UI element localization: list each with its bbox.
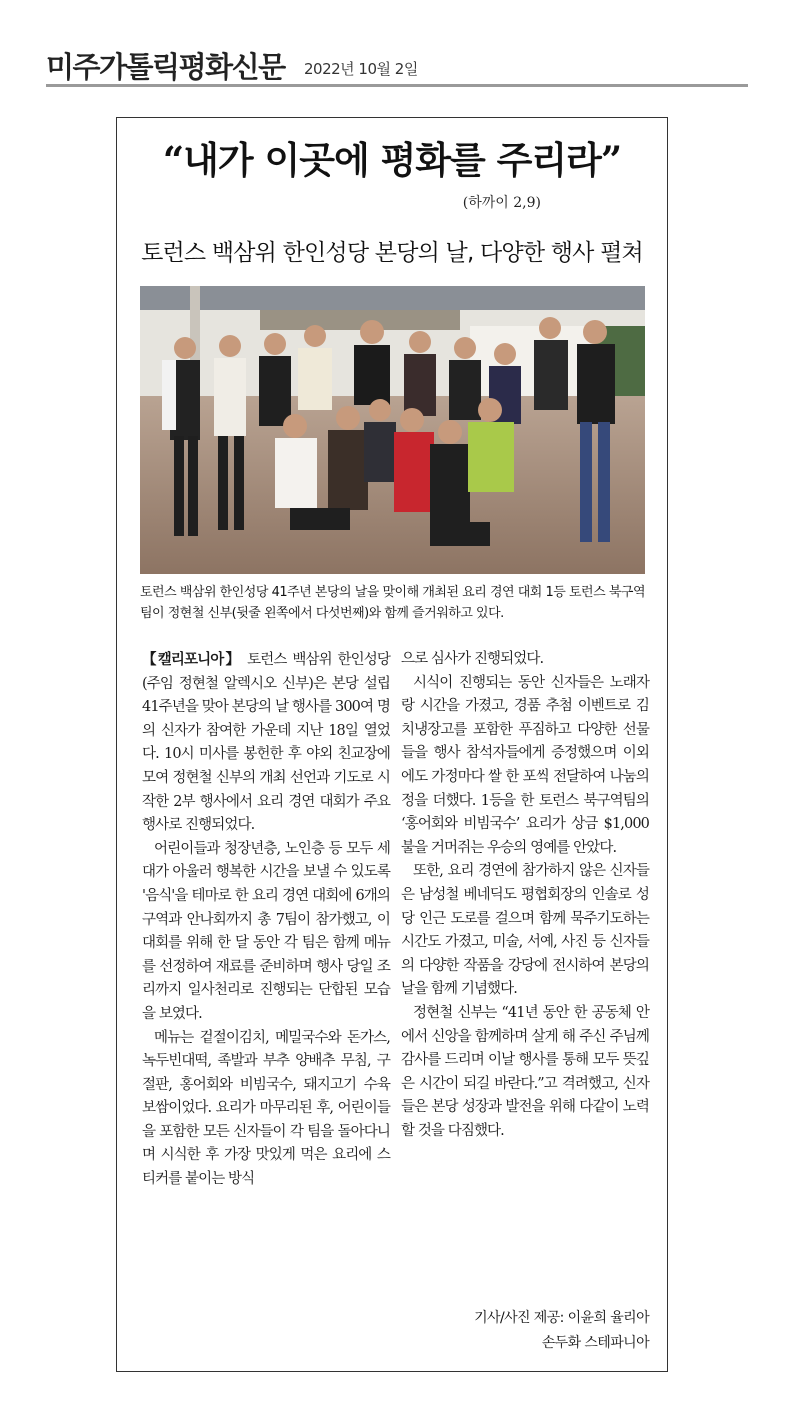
paragraph-2: 어린이들과 청장년층, 노인층 등 모두 세대가 아울러 행복한 시간을 보낼 수 있도록 '음식'을 테마로 한 요리 경연 대회에 6개의 구역과 안나회까지 총 7팀이 참가했고, 이 대회를 위해 한 달 동안 각 팀은 함께 메뉴를 선정하여 재료를 준비하며 행사 당일 조리까지 일사천리로 진행되는 단합된 모습을 보였다.	[142, 840, 390, 1022]
paragraph-6: 정현철 신부는 “41년 동안 한 공동체 안에서 신앙을 함께하며 살게 해 주신 주님께 감사를 드리며 이날 행사를 통해 모두 뜻깊은 시간이 되길 바란다.”고 격려했고, 신자들은 본당 성장과 발전을 위해 다같이 노력할 것을 다짐했다.	[401, 1004, 649, 1139]
headline: “내가 이곳에 평화를 주리라”	[162, 138, 622, 182]
paragraph-5: 또한, 요리 경연에 참가하지 않은 신자들은 남성철 베네딕도 평협회장의 인솔로 성당 인근 도로를 걸으며 함께 묵주기도하는 시간도 가졌고, 미술, 서예, 사진 등 신자들의 다양한 작품을 강당에 전시하여 본당의 날을 함께 기념했다.	[401, 863, 649, 998]
photo-caption: 토런스 백삼위 한인성당 41주년 본당의 날을 맞이해 개최된 요리 경연 대회 1등 토런스 북구역팀이 정현철 신부(뒷줄 왼쪽에서 다섯번째)와 함께 즐거워하고 있다.	[140, 585, 645, 621]
byline-credits	[401, 1306, 649, 1356]
credit-line-1: 기사/사진 제공: 이윤희 율리아	[474, 1310, 649, 1326]
scripture-citation: (하까이 2,9)	[462, 195, 541, 211]
publication-date: 2022년 10월 2일	[304, 60, 418, 78]
body-column-right	[401, 648, 649, 1143]
article-frame	[116, 117, 668, 1372]
group-photo	[140, 286, 645, 574]
paragraph-1-text: 토런스 백삼위 한인성당(주임 정현철 알렉시오 신부)은 본당 설립 41주년을 맞아 본당의 날 행사를 300여 명의 신자가 참여한 가운데 지난 18일 열었다. 10시 미사를 봉헌한 후 야외 친교장에 모여 정현철 신부의 개최 선언과 기도로 시작한 2부 행사에서 요리 경연 대회가 주요 행사로 진행되었다.	[142, 652, 390, 834]
body-column-left	[142, 648, 390, 1192]
group-photo-illustration	[140, 286, 645, 574]
subheadline: 토런스 백삼위 한인성당 본당의 날, 다양한 행사 펼쳐	[141, 240, 643, 266]
dateline: 【캘리포니아】	[142, 651, 242, 668]
paragraph-3-continued: 으로 심사가 진행되었다.	[401, 651, 544, 667]
paragraph-3: 메뉴는 겉절이김치, 메밀국수와 돈가스, 녹두빈대떡, 족발과 부추 양배추 무침, 구절판, 홍어회와 비빔국수, 돼지고기 수육 보쌈이었다. 요리가 마무리된 후, 어린이들을 포함한 모든 신자들이 각 팀을 돌아다니며 시식한 후 가장 맛있게 먹은 요리에 스티커를 붙이는 방식	[142, 1029, 390, 1188]
newspaper-name: 미주가톨릭평화신문	[46, 50, 285, 84]
masthead	[46, 50, 748, 86]
credit-line-2: 손두화 스테파니아	[541, 1335, 649, 1351]
paragraph-1	[142, 648, 390, 838]
masthead-rule	[46, 84, 748, 87]
paragraph-4: 시식이 진행되는 동안 신자들은 노래자랑 시간을 가졌고, 경품 추첨 이벤트로 김치냉장고를 포함한 푸짐하고 다양한 선물들을 행사 참석자들에게 증정했으며 이외에도 가정마다 쌀 한 포씩 전달하여 나눔의 정을 더했다. 1등을 한 토런스 북구역팀의 ‘홍어회와 비빔국수’ 요리가 상금 $1,000불을 거머쥐는 우승의 영예를 안았다.	[401, 674, 649, 856]
